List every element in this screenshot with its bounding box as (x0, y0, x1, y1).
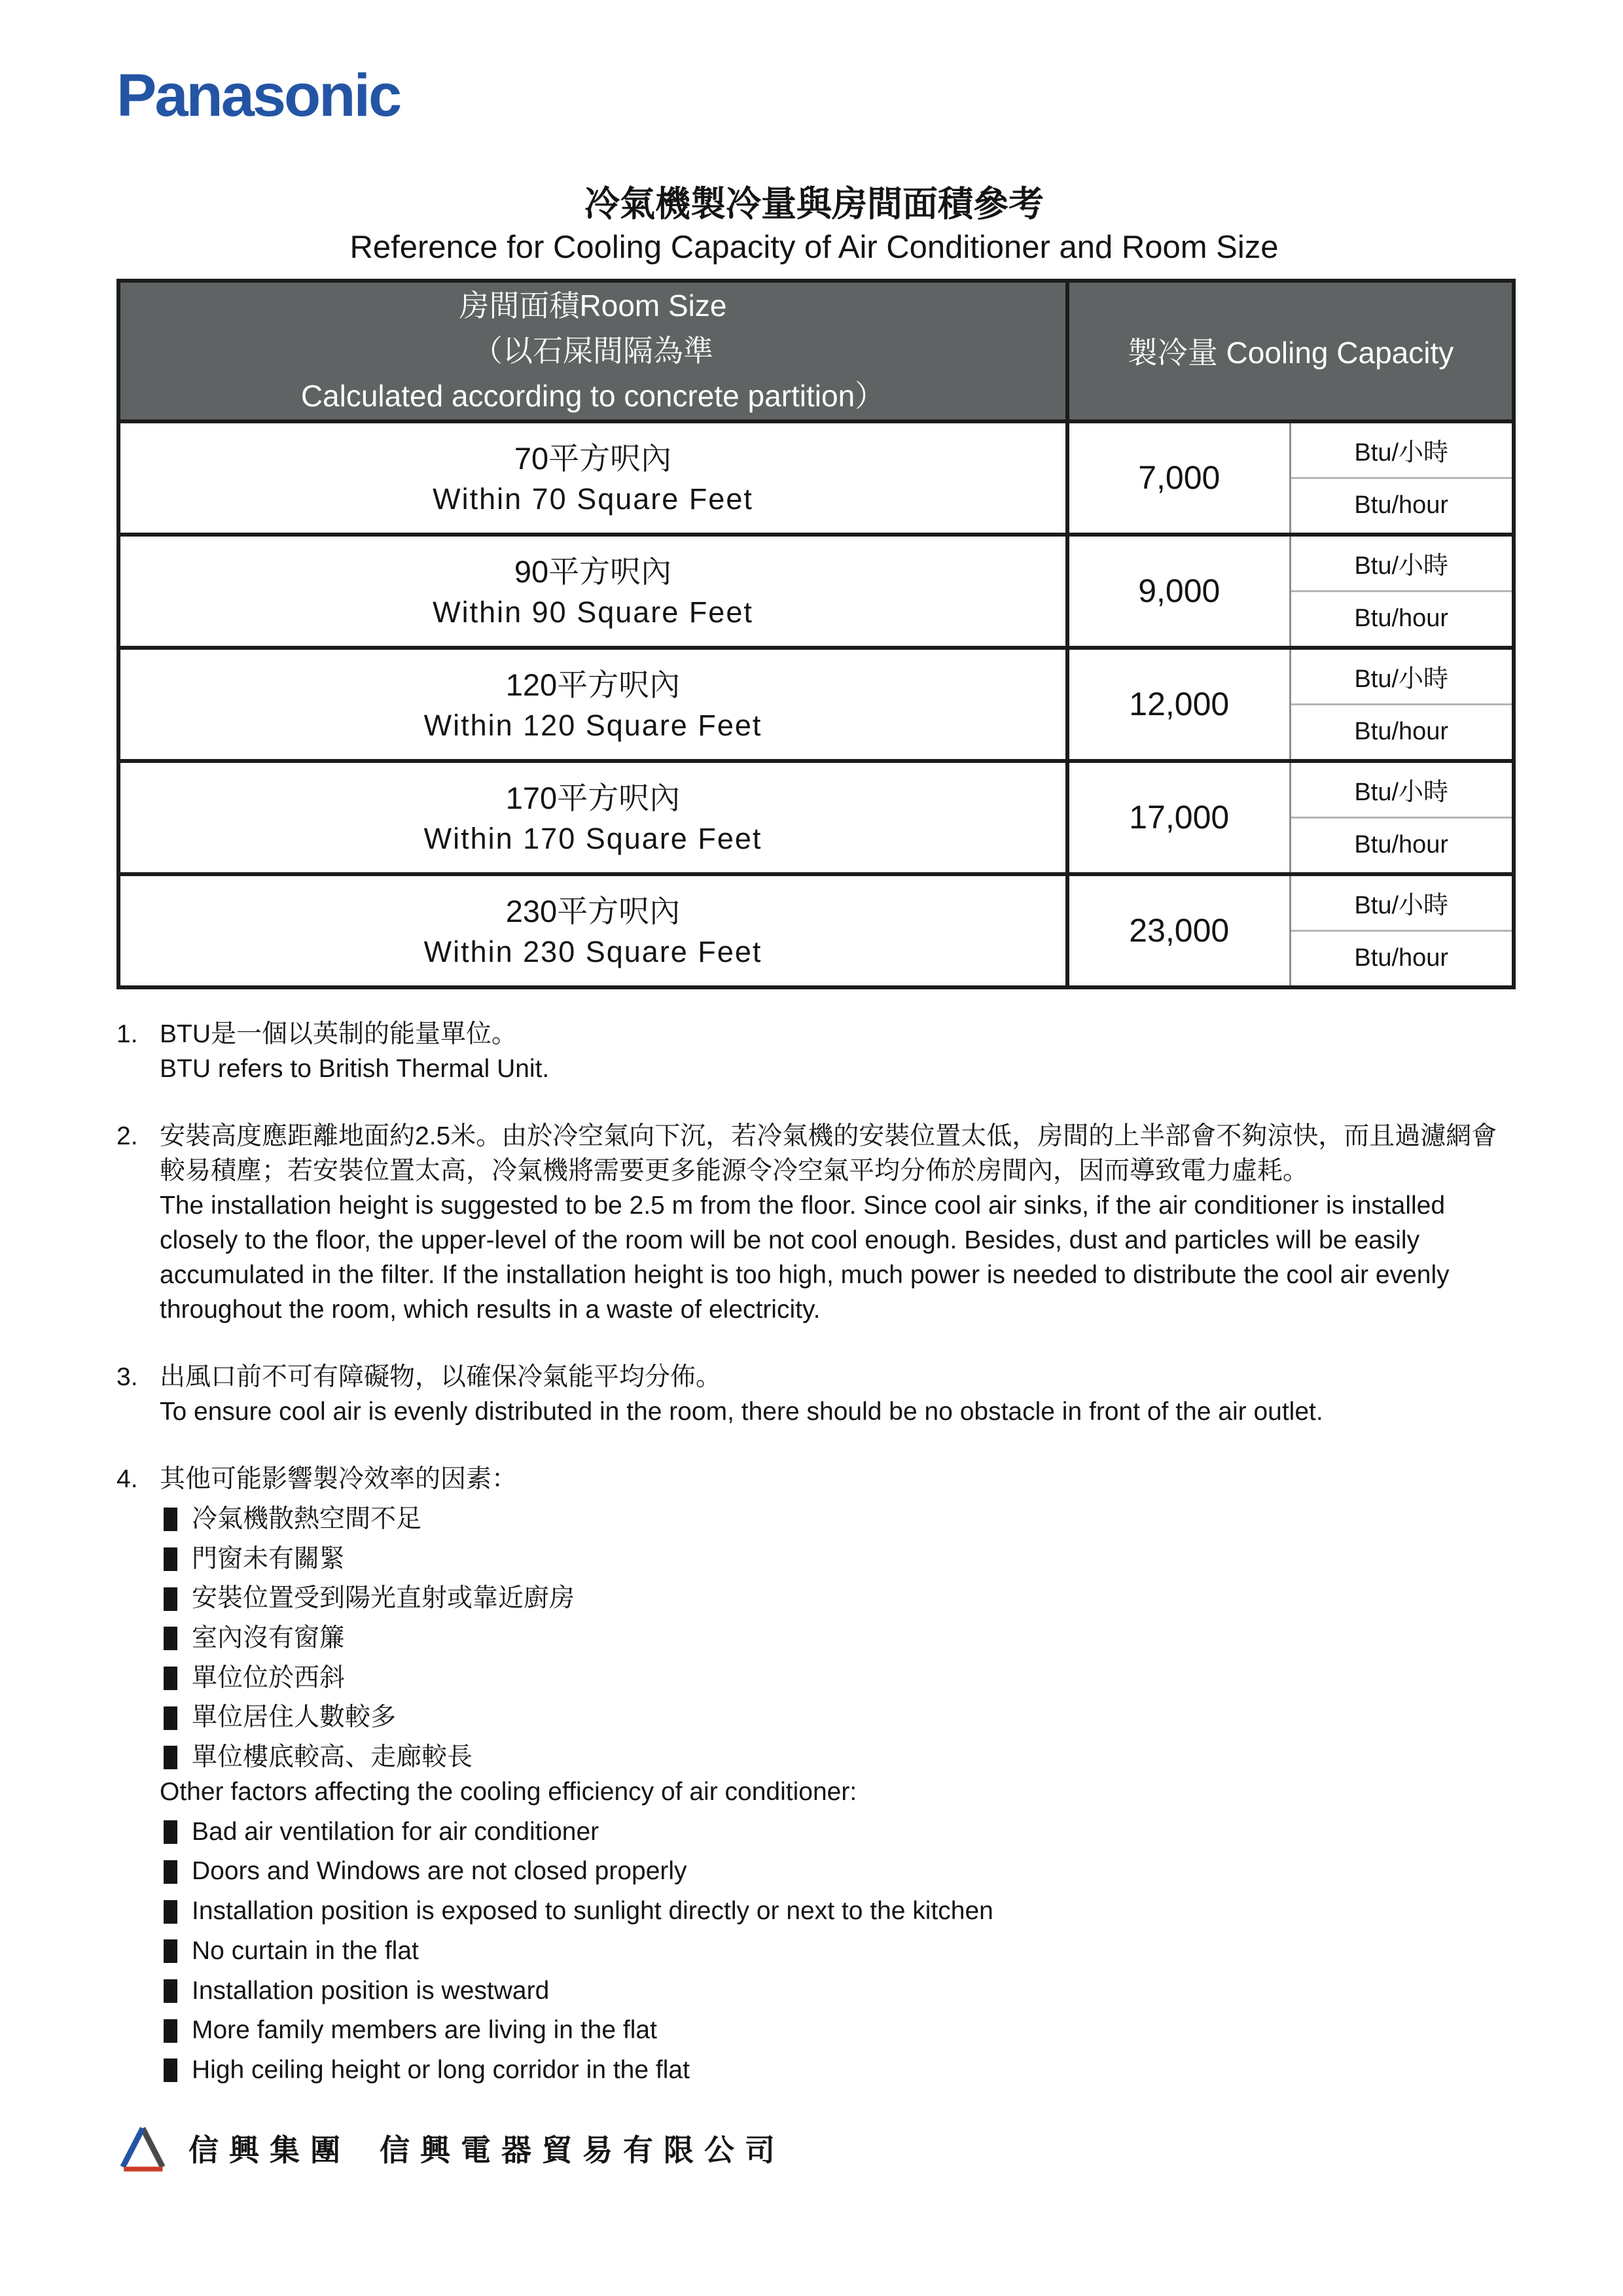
square-bullet-icon (164, 1900, 177, 1924)
list-item: 門窗未有關緊 (160, 1543, 1512, 1576)
square-bullet-icon (164, 1508, 177, 1531)
square-bullet-icon (164, 1939, 177, 1963)
list-item: 安裝位置受到陽光直射或靠近廚房 (160, 1582, 1512, 1616)
square-bullet-icon (164, 1746, 177, 1769)
note-1-zh: BTU是一個以英制的能量單位。 (160, 1019, 518, 1048)
room-size-header-line1: 房間面積Room Size (459, 288, 727, 323)
room-size-cell (118, 648, 1067, 761)
unit-label-zh: Btu/小時 (1290, 874, 1514, 931)
room-size-en: Within 170 Square Feet (423, 821, 762, 855)
room-size-cell (118, 761, 1067, 874)
page-title-chinese: 冷氣機製冷量與房間面積參考 (584, 185, 1044, 224)
note-number: 1. (116, 1019, 138, 1048)
column-header-room-size (118, 281, 1067, 421)
table-row (118, 874, 1514, 931)
footer-group-name: 信興集團 (188, 2132, 351, 2167)
panasonic-logo: Panasonic (116, 62, 401, 129)
room-size-zh: 90平方呎內 (514, 554, 672, 589)
unit-label-zh: Btu/小時 (1290, 535, 1514, 592)
table-header-row (118, 281, 1514, 421)
list-item: High ceiling height or long corridor in the flat (160, 2054, 1512, 2087)
unit-label-zh: Btu/小時 (1290, 421, 1514, 478)
footer (116, 2124, 1512, 2172)
list-item: 冷氣機散熱空間不足 (160, 1503, 1512, 1536)
factors-list-zh (160, 1503, 1512, 1775)
square-bullet-icon (164, 1667, 177, 1690)
square-bullet-icon (164, 1627, 177, 1650)
room-size-en: Within 230 Square Feet (423, 934, 762, 968)
note-3-en: To ensure cool air is evenly distributed in the room, there should be no obstacle in front of the air outlet. (160, 1397, 1323, 1426)
square-bullet-icon (164, 1860, 177, 1884)
square-bullet-icon (164, 2058, 177, 2082)
room-size-cell (118, 421, 1067, 535)
square-bullet-icon (164, 1547, 177, 1571)
room-size-en: Within 120 Square Feet (423, 708, 762, 742)
unit-label-en: Btu/hour (1290, 478, 1514, 535)
table-row (118, 761, 1514, 818)
unit-label-en: Btu/hour (1290, 930, 1514, 987)
unit-label-en: Btu/hour (1290, 591, 1514, 648)
note-number: 4. (116, 1464, 138, 1493)
list-item: Bad air ventilation for air conditioner (160, 1816, 1512, 1849)
note-2 (116, 1119, 1512, 1327)
table-row (118, 535, 1514, 592)
capacity-value-cell: 12,000 (1067, 648, 1290, 761)
cooling-capacity-table (116, 279, 1516, 989)
list-item: 單位位於西斜 (160, 1662, 1512, 1695)
capacity-value-cell: 23,000 (1067, 874, 1290, 987)
table-row (118, 421, 1514, 478)
note-4-en-header: Other factors affecting the cooling efficiency of air conditioner: (160, 1777, 857, 1806)
unit-label-en: Btu/hour (1290, 704, 1514, 761)
list-item: No curtain in the flat (160, 1935, 1512, 1968)
column-header-cooling-capacity: 製冷量 Cooling Capacity (1067, 281, 1514, 421)
room-size-en: Within 70 Square Feet (433, 482, 753, 516)
room-size-cell (118, 874, 1067, 987)
list-item: 室內沒有窗簾 (160, 1622, 1512, 1655)
note-2-en: The installation height is suggested to be 2.5 m from the floor. Since cool air sinks, if the air conditioner is installed closely to the floor, the upper-level of the room will be not cool enough. Besides, dust and particles will be easily accumulated in the filter. If the installation height is too high, much power is needed to distribute the cool air evenly throughout the room, which results in a waste of electricity. (160, 1191, 1450, 1324)
capacity-value-cell: 9,000 (1067, 535, 1290, 648)
list-item: Installation position is exposed to sunlight directly or next to the kitchen (160, 1895, 1512, 1928)
room-size-en: Within 90 Square Feet (433, 595, 753, 629)
note-number: 3. (116, 1362, 138, 1391)
note-number: 2. (116, 1122, 138, 1150)
list-item: 單位樓底較高、走廊較長 (160, 1741, 1512, 1775)
note-2-zh: 安裝高度應距離地面約2.5米。由於冷空氣向下沉，若冷氣機的安裝位置太低，房間的上半部會不夠涼快，而且過濾網會較易積塵；若安裝位置太高，冷氣機將需要更多能源令冷空氣平均分佈於房間內，因而導致電力虛耗。 (160, 1122, 1497, 1185)
capacity-value-cell: 7,000 (1067, 421, 1290, 535)
page-title-english: Reference for Cooling Capacity of Air Conditioner and Room Size (349, 229, 1279, 265)
note-1 (116, 1017, 1512, 1086)
square-bullet-icon (164, 2019, 177, 2043)
shun-hing-logo-icon (116, 2124, 169, 2172)
note-3-zh: 出風口前不可有障礙物，以確保冷氣能平均分佈。 (160, 1362, 722, 1391)
unit-label-zh: Btu/小時 (1290, 761, 1514, 818)
unit-label-en: Btu/hour (1290, 817, 1514, 874)
note-4-zh-header: 其他可能影響製冷效率的因素： (160, 1464, 518, 1493)
square-bullet-icon (164, 1979, 177, 2003)
note-1-en: BTU refers to British Thermal Unit. (160, 1054, 550, 1083)
note-4 (116, 1462, 1512, 2087)
square-bullet-icon (164, 1706, 177, 1730)
room-size-zh: 230平方呎內 (505, 893, 681, 928)
square-bullet-icon (164, 1587, 177, 1611)
factors-list-en (160, 1816, 1512, 2087)
square-bullet-icon (164, 1820, 177, 1844)
room-size-cell (118, 535, 1067, 648)
list-item: Installation position is westward (160, 1975, 1512, 2008)
list-item: 單位居住人數較多 (160, 1701, 1512, 1735)
room-size-zh: 170平方呎內 (505, 780, 681, 815)
note-3 (116, 1360, 1512, 1429)
room-size-header-line2: （以石屎間隔為準 (473, 333, 713, 368)
capacity-value-cell: 17,000 (1067, 761, 1290, 874)
room-size-zh: 120平方呎內 (505, 667, 681, 702)
list-item: More family members are living in the flat (160, 2014, 1512, 2047)
unit-label-zh: Btu/小時 (1290, 648, 1514, 705)
table-row (118, 648, 1514, 705)
list-item: Doors and Windows are not closed properly (160, 1855, 1512, 1888)
room-size-header-line3: Calculated according to concrete partition） (300, 378, 885, 413)
room-size-zh: 70平方呎內 (514, 440, 672, 476)
footer-company-name: 信興電器貿易有限公司 (380, 2132, 785, 2167)
